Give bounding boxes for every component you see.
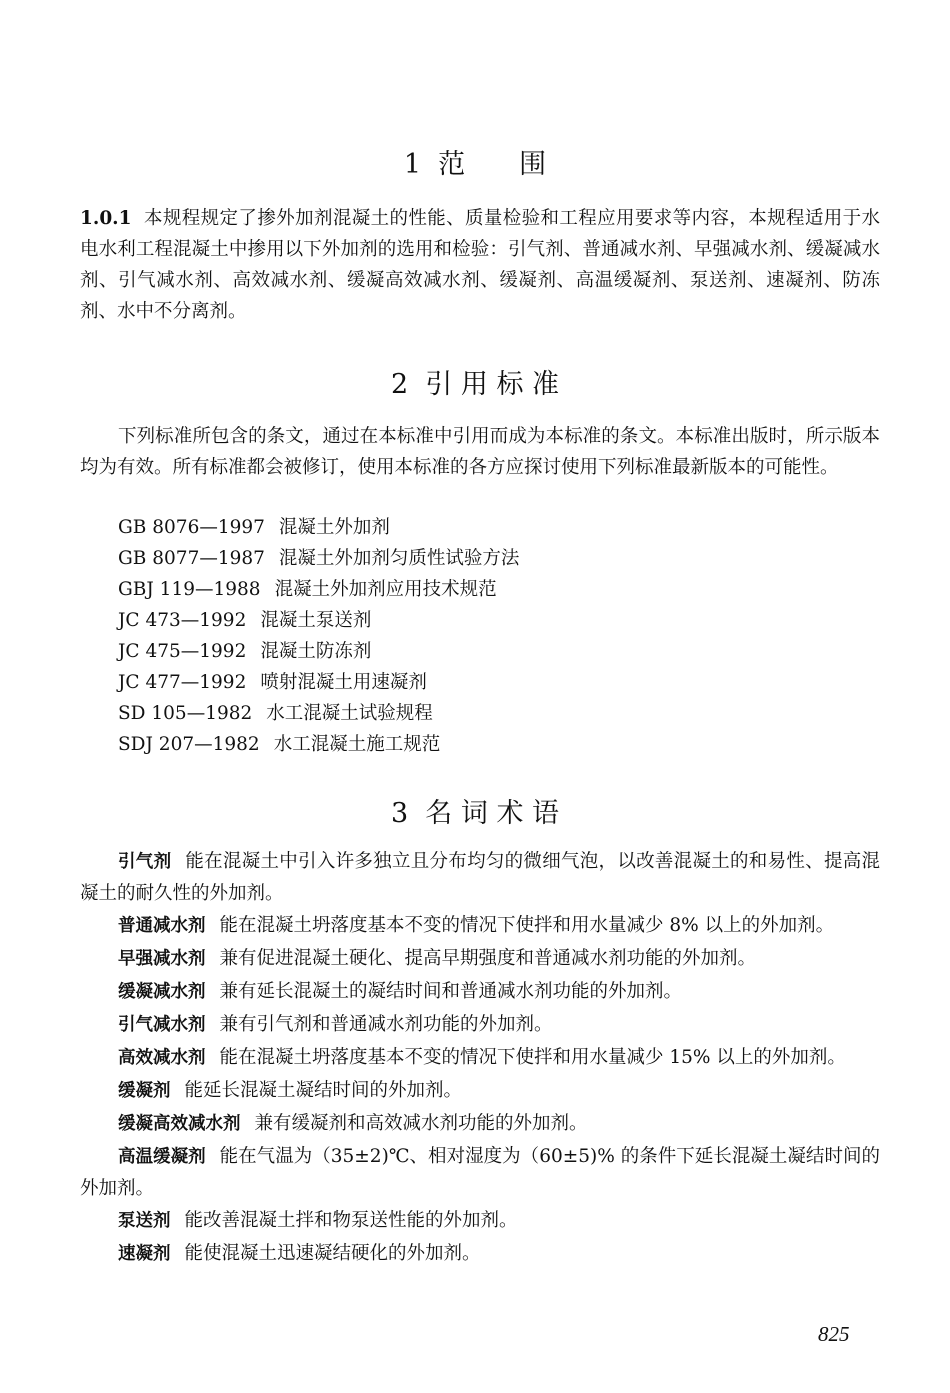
term-name: 速凝剂 xyxy=(118,1244,171,1264)
term-definition: 兼有引气剂和普通减水剂功能的外加剂。 xyxy=(219,1014,553,1035)
page-number: 825 xyxy=(818,1322,850,1346)
section-3-heading xyxy=(0,791,950,830)
standard-code: GB 8077—1987 xyxy=(118,548,265,569)
standard-row xyxy=(118,512,519,543)
standard-name: 水工混凝土试验规程 xyxy=(266,703,433,724)
clause-1-0-1 xyxy=(80,203,880,327)
term-definition: 能使混凝土迅速凝结硬化的外加剂。 xyxy=(184,1243,481,1264)
section-2-intro: 下列标准所包含的条文，通过在本标准中引用而成为本标准的条文。本标准出版时，所示版本均为有效。所有标准都会被修订，使用本标准的各方应探讨使用下列标准最新版本的可能性。 xyxy=(80,426,880,478)
standards-list xyxy=(118,512,519,760)
term-entry xyxy=(80,943,880,975)
section-3-title: 名 词 术 语 xyxy=(425,798,560,829)
term-definition: 能延长混凝土凝结时间的外加剂。 xyxy=(184,1080,463,1101)
term-definition: 兼有促进混凝土硬化、提高早期强度和普通减水剂功能的外加剂。 xyxy=(219,948,757,969)
standard-name: 混凝土外加剂 xyxy=(278,517,390,538)
standard-code: JC 473—1992 xyxy=(118,610,247,631)
terms-list xyxy=(80,846,880,1271)
term-definition: 能在混凝土坍落度基本不变的情况下使拌和用水量减少 15% 以上的外加剂。 xyxy=(219,1047,846,1068)
standard-row xyxy=(118,605,519,636)
term-definition: 能在混凝土中引入许多独立且分布均匀的微细气泡，以改善混凝土的和易性、提高混凝土的耐久性的外加剂。 xyxy=(80,851,881,904)
term-name: 普通减水剂 xyxy=(118,916,206,936)
term-name: 高温缓凝剂 xyxy=(118,1147,206,1167)
term-entry xyxy=(80,1075,880,1107)
standard-name: 混凝土外加剂匀质性试验方法 xyxy=(278,548,520,569)
section-2-title: 引 用 标 准 xyxy=(425,369,560,400)
term-entry xyxy=(80,1238,880,1270)
term-name: 早强减水剂 xyxy=(118,949,206,969)
term-definition: 兼有延长混凝土的凝结时间和普通减水剂功能的外加剂。 xyxy=(219,981,683,1002)
term-definition: 兼有缓凝剂和高效减水剂功能的外加剂。 xyxy=(254,1113,588,1134)
section-2-heading xyxy=(0,362,950,401)
term-name: 缓凝减水剂 xyxy=(118,982,206,1002)
term-entry xyxy=(80,910,880,942)
section-3-number: 3 xyxy=(390,798,409,829)
section-1-number: 1 xyxy=(403,149,421,180)
standard-row xyxy=(118,543,519,574)
term-entry xyxy=(80,846,880,909)
term-definition: 能在气温为（35±2)℃、相对湿度为（60±5)% 的条件下延长混凝土凝结时间的外加剂。 xyxy=(80,1146,881,1199)
term-entry xyxy=(80,1009,880,1041)
term-entry xyxy=(80,1205,880,1237)
standard-code: SDJ 207—1982 xyxy=(118,734,260,755)
clause-text: 本规程规定了掺外加剂混凝土的性能、质量检验和工程应用要求等内容，本规程适用于水电水利工程混凝土中掺用以下外加剂的选用和检验：引气剂、普通减水剂、早强减水剂、缓凝减水剂、引气减水剂、高效减水剂、缓凝高效减水剂、缓凝剂、高温缓凝剂、泵送剂、速凝剂、防冻剂、水中不分离剂。 xyxy=(80,208,880,322)
standard-row xyxy=(118,667,519,698)
standard-row xyxy=(118,698,519,729)
term-name: 缓凝高效减水剂 xyxy=(118,1114,241,1134)
term-name: 引气剂 xyxy=(118,852,172,872)
term-entry xyxy=(80,1042,880,1074)
standard-code: GBJ 119—1988 xyxy=(118,579,261,600)
term-entry xyxy=(80,1141,880,1204)
term-definition: 能在混凝土坍落度基本不变的情况下使拌和用水量减少 8% 以上的外加剂。 xyxy=(219,915,835,936)
standard-code: JC 475—1992 xyxy=(118,641,247,662)
standard-row xyxy=(118,729,519,760)
term-name: 缓凝剂 xyxy=(118,1081,171,1101)
term-name: 高效减水剂 xyxy=(118,1048,206,1068)
section-1-title: 范 围 xyxy=(438,149,547,180)
clause-number: 1.0.1 xyxy=(80,208,132,229)
standard-name: 混凝土泵送剂 xyxy=(260,610,372,631)
standard-name: 喷射混凝土用速凝剂 xyxy=(260,672,427,693)
standard-code: SD 105—1982 xyxy=(118,703,253,724)
standard-name: 混凝土防冻剂 xyxy=(260,641,372,662)
term-entry xyxy=(80,1108,880,1140)
standard-code: GB 8076—1997 xyxy=(118,517,265,538)
standard-row xyxy=(118,574,519,605)
standard-row xyxy=(118,636,519,667)
term-name: 引气减水剂 xyxy=(118,1015,206,1035)
standard-code: JC 477—1992 xyxy=(118,672,247,693)
term-entry xyxy=(80,976,880,1008)
standard-name: 混凝土外加剂应用技术规范 xyxy=(274,579,497,600)
standard-name: 水工混凝土施工规范 xyxy=(273,734,441,755)
term-name: 泵送剂 xyxy=(118,1211,171,1231)
section-1-heading xyxy=(0,142,950,181)
section-2-number: 2 xyxy=(390,369,409,400)
term-definition: 能改善混凝土拌和物泵送性能的外加剂。 xyxy=(184,1210,518,1231)
